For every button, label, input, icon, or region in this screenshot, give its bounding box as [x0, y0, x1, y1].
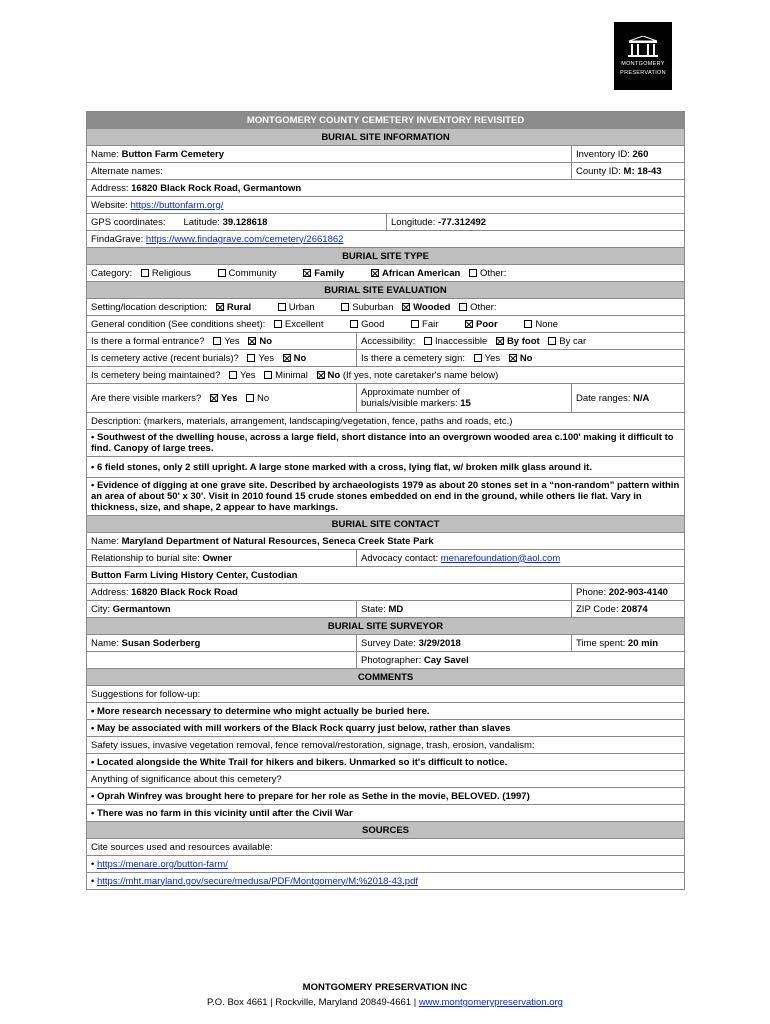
name-field: Name: Button Farm Cemetery [87, 146, 572, 163]
significance-label: Anything of significance about this cemetery? [87, 771, 685, 788]
maintained-yes-checkbox[interactable] [229, 371, 237, 379]
address-field: Address: 16820 Black Rock Road, Germantown [87, 180, 685, 197]
safety-1: • Located alongside the White Trail for hikers and bikers. Unmarked so it's difficult to notice. [87, 754, 685, 771]
african-american-checkbox[interactable] [371, 269, 379, 277]
findagrave-field: FindaGrave: https://www.findagrave.com/cemetery/2661862 [87, 231, 685, 248]
setting-row: Setting/location description: Rural Urban Suburban Wooded Other: [87, 299, 685, 316]
footer-org: MONTGOMERY PRESERVATION INC [302, 982, 468, 993]
contact-name-field: Name: Maryland Department of Natural Resources, Seneca Creek State Park [87, 533, 685, 550]
followup-label: Suggestions for follow-up: [87, 686, 685, 703]
family-checkbox[interactable] [303, 269, 311, 277]
phone-field: Phone: 202-903-4140 [572, 584, 685, 601]
religious-checkbox[interactable] [141, 269, 149, 277]
source-1-link[interactable]: https://menare.org/button-farm/ [96, 858, 228, 870]
description-3: • Evidence of digging at one grave site. Described by archaeologists 1979 as about 20 stones set in a “non-random” pattern within an area of about 50' x 30'. Visit in 2010 found 15 crude stones embedded on end in the ground, while others lie flat. Vary in thickness, size, and shape, 2 appear to have markings. [87, 478, 685, 516]
active-yes-checkbox[interactable] [247, 354, 255, 362]
advocacy-email-link[interactable]: menarefoundation@aol.com [440, 552, 561, 564]
approx-number-field: Approximate number of burials/visible markers: 15 [357, 384, 572, 413]
surveyor-header: BURIAL SITE SURVEYOR [87, 618, 685, 635]
logo-text-2: PRESERVATION [620, 70, 666, 76]
inventory-id-field: Inventory ID: 260 [572, 146, 685, 163]
condition-row: General condition (See conditions sheet): Excellent Good Fair Poor None [87, 316, 685, 333]
description-label: Description: (markers, materials, arrangement, landscaping/vegetation, fence, paths and roads, etc.) [87, 413, 685, 430]
source-2: • https://mht.maryland.gov/secure/medusa/PDF/Montgomery/M:%2018-43.pdf [87, 873, 685, 890]
source-2-link[interactable]: https://mht.maryland.gov/secure/medusa/PDF/Montgomery/M:%2018-43.pdf [96, 875, 419, 887]
minimal-checkbox[interactable] [264, 371, 272, 379]
safety-label: Safety issues, invasive vegetation removal, fence removal/restoration, signage, trash, erosion, vandalism: [87, 737, 685, 754]
excellent-checkbox[interactable] [274, 320, 282, 328]
gps-latitude-field: GPS coordinates: Latitude: 39.128618 [87, 214, 387, 231]
advocacy-field: Advocacy contact: menarefoundation@aol.com [357, 550, 685, 567]
active-no-checkbox[interactable] [283, 354, 291, 362]
relationship-field: Relationship to burial site: Owner [87, 550, 357, 567]
montgomery-preservation-logo [614, 22, 672, 90]
footer-website-link[interactable]: www.montgomerypreservation.org [418, 997, 563, 1008]
description-1: • Southwest of the dwelling house, across a large field, short distance into an overgrown wooded area c.100' making it difficult to find. Canopy of large trees. [87, 430, 685, 457]
by-foot-checkbox[interactable] [496, 337, 504, 345]
sign-field: Is there a cemetery sign: Yes No [357, 350, 685, 367]
markers-field: Are there visible markers? Yes No [87, 384, 357, 413]
wooded-checkbox[interactable] [402, 303, 410, 311]
sign-no-checkbox[interactable] [509, 354, 517, 362]
entrance-yes-checkbox[interactable] [213, 337, 221, 345]
contact-header: BURIAL SITE CONTACT [87, 516, 685, 533]
significance-2: • There was no farm in this vicinity until after the Civil War [87, 805, 685, 822]
category-row: Category: Religious Community Family African American Other: [87, 265, 685, 282]
good-checkbox[interactable] [350, 320, 358, 328]
surveyor-name-field: Name: Susan Soderberg [87, 635, 357, 652]
followup-1: • More research necessary to determine who might actually be buried here. [87, 703, 685, 720]
type-header: BURIAL SITE TYPE [87, 248, 685, 265]
county-id-field: County ID: M: 18-43 [572, 163, 685, 180]
footer [0, 982, 770, 1008]
entrance-field: Is there a formal entrance? Yes No [87, 333, 357, 350]
poor-checkbox[interactable] [465, 320, 473, 328]
comments-header: COMMENTS [87, 669, 685, 686]
setting-other-checkbox[interactable] [459, 303, 467, 311]
surveyor-blank-cell [87, 652, 357, 669]
type-other-checkbox[interactable] [469, 269, 477, 277]
time-spent-field: Time spent: 20 min [572, 635, 685, 652]
custodian-field: Button Farm Living History Center, Custodian [87, 567, 685, 584]
community-checkbox[interactable] [218, 269, 226, 277]
photographer-field: Photographer: Cay Savel [357, 652, 685, 669]
significance-1: • Oprah Winfrey was brought here to prepare for her role as Sethe in the movie, BELOVED. (1997) [87, 788, 685, 805]
urban-checkbox[interactable] [278, 303, 286, 311]
page-title: MONTGOMERY COUNTY CEMETERY INVENTORY REVISITED [87, 112, 685, 129]
sources-header: SOURCES [87, 822, 685, 839]
footer-address-line: P.O. Box 4661 | Rockville, Maryland 20849-4661 | www.montgomerypreservation.org [207, 997, 563, 1008]
sign-yes-checkbox[interactable] [474, 354, 482, 362]
findagrave-link[interactable]: https://www.findagrave.com/cemetery/2661862 [145, 233, 344, 245]
city-field: City: Germantown [87, 601, 357, 618]
followup-2: • May be associated with mill workers of the Black Rock quarry just below, rather than slaves [87, 720, 685, 737]
none-checkbox[interactable] [524, 320, 532, 328]
markers-yes-checkbox[interactable] [210, 394, 218, 402]
alternate-names-field: Alternate names: [87, 163, 572, 180]
gps-longitude-field: Longitude: -77.312492 [387, 214, 685, 231]
suburban-checkbox[interactable] [341, 303, 349, 311]
inaccessible-checkbox[interactable] [424, 337, 432, 345]
website-link[interactable]: https://buttonfarm.org/ [130, 199, 224, 211]
source-1: • https://menare.org/button-farm/ [87, 856, 685, 873]
rural-checkbox[interactable] [216, 303, 224, 311]
state-field: State: MD [357, 601, 572, 618]
markers-no-checkbox[interactable] [246, 394, 254, 402]
inventory-form [86, 111, 685, 890]
contact-address-field: Address: 16820 Black Rock Road [87, 584, 572, 601]
evaluation-header: BURIAL SITE EVALUATION [87, 282, 685, 299]
survey-date-field: Survey Date: 3/29/2018 [357, 635, 572, 652]
maintained-row: Is cemetery being maintained? Yes Minimal No (If yes, note caretaker's name below) [87, 367, 685, 384]
date-ranges-field: Date ranges: N/A [572, 384, 685, 413]
by-car-checkbox[interactable] [548, 337, 556, 345]
description-2: • 6 field stones, only 2 still upright. A large stone marked with a cross, lying flat, w/ broken milk glass around it. [87, 457, 685, 478]
entrance-no-checkbox[interactable] [248, 337, 256, 345]
zip-field: ZIP Code: 20874 [572, 601, 685, 618]
maintained-no-checkbox[interactable] [317, 371, 325, 379]
active-field: Is cemetery active (recent burials)? Yes No [87, 350, 357, 367]
fair-checkbox[interactable] [411, 320, 419, 328]
sources-label: Cite sources used and resources available: [87, 839, 685, 856]
website-field: Website: https://buttonfarm.org/ [87, 197, 685, 214]
logo-text-1: MONTGOMERY [621, 61, 665, 67]
accessibility-field: Accessibility: Inaccessible By foot By car [357, 333, 685, 350]
building-icon [626, 36, 660, 58]
info-header: BURIAL SITE INFORMATION [87, 129, 685, 146]
